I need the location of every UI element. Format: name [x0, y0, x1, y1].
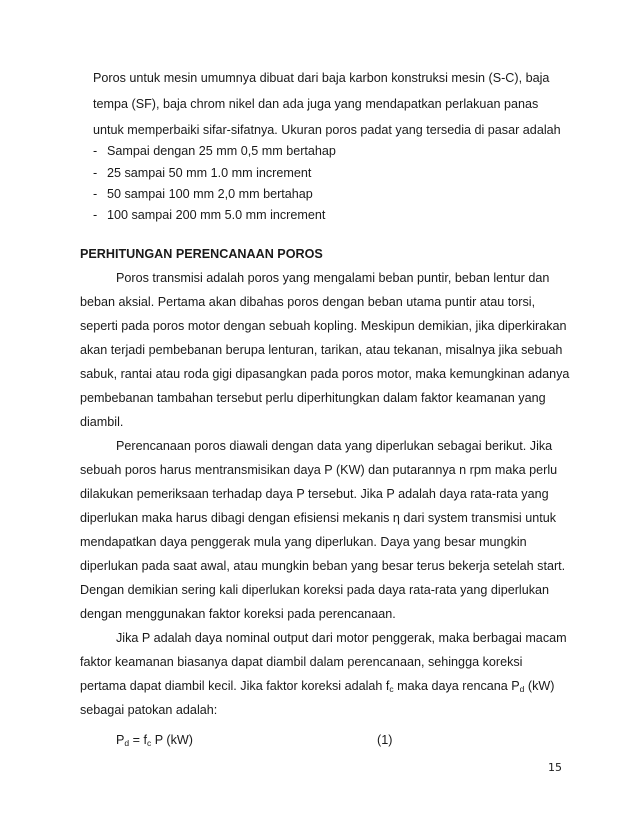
paragraph2-line-2: sebuah poros harus mentransmisikan daya P (KW) dan putarannya n rpm maka perlu	[80, 463, 558, 477]
paragraph3-line-3	[80, 678, 554, 694]
paragraph1-line-1: Poros transmisi adalah poros yang mengalami beban puntir, beban lentur dan	[116, 271, 550, 285]
bullet-marker: -	[93, 187, 98, 201]
subscript-c: c	[389, 684, 394, 694]
list-item	[93, 207, 325, 223]
equation-p: P	[116, 733, 125, 747]
paragraph1-line-3: seperti pada poros motor dengan sebuah kopling. Meskipun demikian, jika diperkirakan	[80, 319, 567, 333]
page-number: 15	[548, 761, 562, 774]
list-item-text: 50 sampai 100 mm 2,0 mm bertahap	[107, 187, 313, 201]
bullet-marker: -	[93, 208, 98, 222]
list-item	[93, 186, 313, 202]
list-item-text: Sampai dengan 25 mm 0,5 mm bertahap	[107, 144, 336, 158]
equation-p-subscript: d	[124, 738, 130, 748]
list-item	[93, 143, 336, 159]
bullet-marker: -	[93, 144, 98, 158]
paragraph2-line-3: dilakukan pemeriksaan terhadap daya P tersebut. Jika P adalah daya rata-rata yang	[80, 487, 549, 501]
intro-line-2: tempa (SF), baja chrom nikel dan ada juga yang mendapatkan perlakuan panas	[93, 97, 539, 111]
subscript-d: d	[519, 684, 525, 694]
paragraph1-line-4: akan terjadi pembebanan berupa lenturan, tarikan, atau tekanan, misalnya jika sebuah	[80, 343, 563, 357]
paragraph1-line-6: pembebanan tambahan tersebut perlu diperhitungkan dalam faktor keamanan yang	[80, 391, 546, 405]
paragraph3-text-b: maka daya rencana P	[393, 679, 520, 693]
equation-mid: = f	[129, 733, 147, 747]
equation-f-subscript: c	[147, 738, 152, 748]
paragraph3-line-4: sebagai patokan adalah:	[80, 703, 218, 717]
paragraph2-line-4: diperlukan maka harus dibagi dengan efisiensi mekanis η dari system transmisi untuk	[80, 511, 557, 525]
bullet-marker: -	[93, 166, 98, 180]
equation-rest: P (kW)	[151, 733, 193, 747]
paragraph3-line-1: Jika P adalah daya nominal output dari motor penggerak, maka berbagai macam	[116, 631, 567, 645]
paragraph2-line-6: diperlukan pada saat awal, atau mungkin beban yang besar terus bekerja setelah start.	[80, 559, 566, 573]
paragraph1-line-5: sabuk, rantai atau roda gigi dipasangkan pada poros motor, maka kemungkinan adanya	[80, 367, 570, 381]
section-heading: PERHITUNGAN PERENCANAAN POROS	[80, 247, 323, 261]
list-item-text: 25 sampai 50 mm 1.0 mm increment	[107, 166, 312, 180]
paragraph3-text-a: pertama dapat diambil kecil. Jika faktor koreksi adalah f	[80, 679, 390, 693]
paragraph1-line-2: beban aksial. Pertama akan dibahas poros dengan beban utama puntir atau torsi,	[80, 295, 536, 309]
equation	[116, 732, 193, 748]
paragraph3-text-c: (kW)	[524, 679, 555, 693]
paragraph2-line-5: mendapatkan daya penggerak mula yang diperlukan. Daya yang besar mungkin	[80, 535, 527, 549]
paragraph3-line-2: faktor keamanan biasanya dapat diambil dalam perencanaan, sehingga koreksi	[80, 655, 523, 669]
paragraph2-line-1: Perencanaan poros diawali dengan data yang diperlukan sebagai berikut. Jika	[116, 439, 553, 453]
equation-number: (1)	[377, 733, 393, 747]
paragraph1-line-7: diambil.	[80, 415, 124, 429]
intro-line-3: untuk memperbaiki sifar-sifatnya. Ukuran poros padat yang tersedia di pasar adalah	[93, 123, 561, 137]
list-item	[93, 165, 311, 181]
paragraph2-line-8: dengan menggunakan faktor koreksi pada perencanaan.	[80, 607, 396, 621]
intro-line-1: Poros untuk mesin umumnya dibuat dari baja karbon konstruksi mesin (S-C), baja	[93, 71, 550, 85]
list-item-text: 100 sampai 200 mm 5.0 mm increment	[107, 208, 326, 222]
paragraph2-line-7: Dengan demikian sering kali diperlukan koreksi pada daya rata-rata yang diperlukan	[80, 583, 550, 597]
